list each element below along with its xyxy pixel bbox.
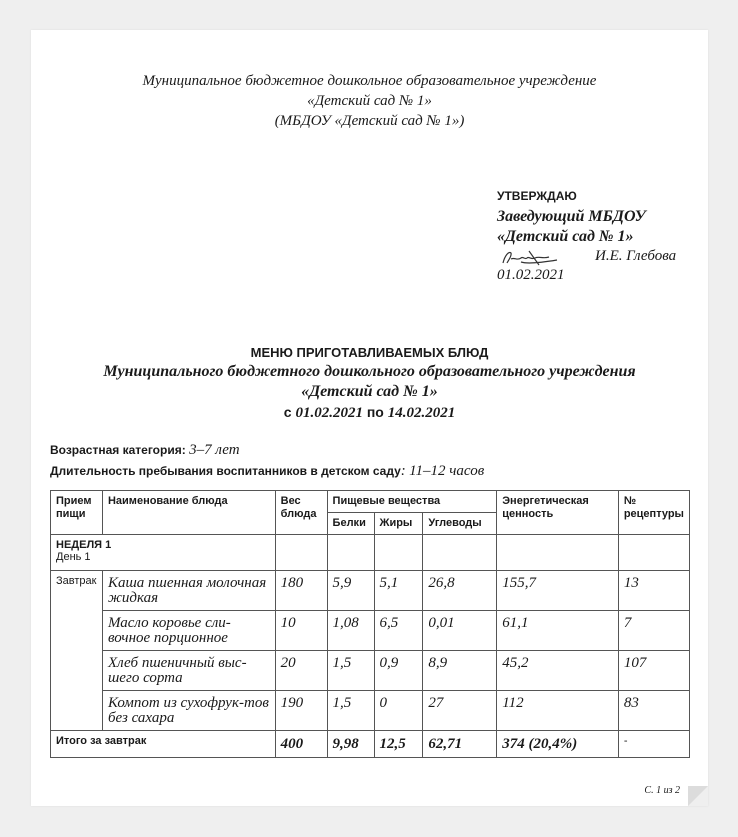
stay-duration-value: 11–12 часов (409, 463, 485, 479)
dish-energy: 61,1 (497, 611, 619, 651)
dish-fat: 0,9 (374, 651, 423, 691)
approver-position-1: Заведующий МБДОУ (497, 208, 646, 225)
header-fat: Жиры (374, 513, 423, 535)
age-category-label: Возрастная категория: (50, 443, 186, 457)
dish-protein: 1,5 (327, 691, 374, 731)
table-header-row (51, 491, 690, 513)
menu-table (50, 490, 690, 758)
header-dish: Наименование блюда (102, 491, 275, 535)
header-carbs: Углеводы (423, 513, 497, 535)
signer-name: И.Е. Глебова (595, 248, 677, 264)
dish-carbs: 0,01 (423, 611, 497, 651)
dish-fat: 5,1 (374, 571, 423, 611)
dish-recipe: 107 (618, 651, 689, 691)
dish-fat: 0 (374, 691, 423, 731)
dish-weight: 180 (275, 571, 327, 611)
page-number: С. 1 из 2 (644, 785, 680, 796)
total-carbs: 62,71 (423, 731, 497, 758)
total-energy: 374 (20,4%) (497, 731, 619, 758)
table-row (51, 651, 690, 691)
total-protein: 9,98 (327, 731, 374, 758)
dish-weight: 20 (275, 651, 327, 691)
table-row (51, 691, 690, 731)
period-date-from: 01.02.2021 (295, 405, 363, 421)
menu-period (31, 402, 708, 423)
period-to-prefix: по (366, 404, 384, 420)
header-weight: Вес блюда (275, 491, 327, 535)
dish-energy: 45,2 (497, 651, 619, 691)
page-corner-fold (688, 786, 708, 806)
stay-duration-line (50, 463, 484, 480)
day-label: День 1 (56, 551, 91, 563)
dish-carbs: 8,9 (423, 651, 497, 691)
menu-title: МЕНЮ ПРИГОТАВЛИВАЕМЫХ БЛЮД (250, 345, 489, 360)
stay-duration-label: Длительность пребывания воспитанников в детском саду (50, 464, 401, 478)
approval-block (497, 189, 707, 284)
header-recipe: № рецептуры (618, 491, 689, 535)
dish-protein: 1,08 (327, 611, 374, 651)
dish-recipe: 83 (618, 691, 689, 731)
header-energy: Энергетическая ценность (497, 491, 619, 535)
dish-energy: 155,7 (497, 571, 619, 611)
total-fat: 12,5 (374, 731, 423, 758)
dish-fat: 6,5 (374, 611, 423, 651)
dish-weight: 10 (275, 611, 327, 651)
total-weight: 400 (275, 731, 327, 758)
dish-protein: 5,9 (327, 571, 374, 611)
dish-name: Компот из сухофрук-тов без сахара (102, 691, 275, 731)
age-category-value: 3–7 лет (189, 442, 240, 458)
period-from-prefix: с (283, 404, 292, 420)
period-date-to: 14.02.2021 (387, 405, 456, 421)
organization-header (31, 71, 708, 131)
menu-org-name: «Детский сад № 1» (301, 383, 438, 400)
menu-title-block (31, 344, 708, 423)
table-row (51, 611, 690, 651)
total-label: Итого за завтрак (51, 731, 276, 758)
dish-protein: 1,5 (327, 651, 374, 691)
total-recipe: - (618, 731, 689, 758)
dish-recipe: 7 (618, 611, 689, 651)
approve-heading: УТВЕРЖДАЮ (497, 189, 577, 203)
week-day-cell (51, 535, 276, 571)
meal-cell: Завтрак (51, 571, 103, 731)
org-line-3: (МБДОУ «Детский сад № 1») (274, 113, 465, 129)
signature-row (497, 247, 707, 267)
total-row (51, 731, 690, 758)
dish-recipe: 13 (618, 571, 689, 611)
menu-org-line: Муниципального бюджетного дошкольного образовательного учреждения (103, 363, 636, 380)
dish-name: Каша пшенная молочная жидкая (102, 571, 275, 611)
age-category-line (50, 442, 240, 459)
document-page (31, 30, 708, 806)
org-line-2: «Детский сад № 1» (307, 93, 432, 109)
table-row (51, 571, 690, 611)
dish-weight: 190 (275, 691, 327, 731)
dish-carbs: 26,8 (423, 571, 497, 611)
header-meal: Прием пищи (51, 491, 103, 535)
org-line-1: Муниципальное бюджетное дошкольное образовательное учреждение (142, 73, 597, 89)
dish-name: Хлеб пшеничный выс-шего сорта (102, 651, 275, 691)
stay-duration-colon: : (400, 463, 406, 479)
dish-energy: 112 (497, 691, 619, 731)
header-protein: Белки (327, 513, 374, 535)
header-nutrients: Пищевые вещества (327, 491, 497, 513)
approval-date: 01.02.2021 (497, 267, 565, 283)
handwritten-signature (499, 247, 561, 269)
approver-position-2: «Детский сад № 1» (497, 228, 634, 245)
dish-name: Масло коровье сли-вочное порционное (102, 611, 275, 651)
dish-carbs: 27 (423, 691, 497, 731)
week-label: НЕДЕЛЯ 1 (56, 539, 112, 551)
week-row (51, 535, 690, 571)
